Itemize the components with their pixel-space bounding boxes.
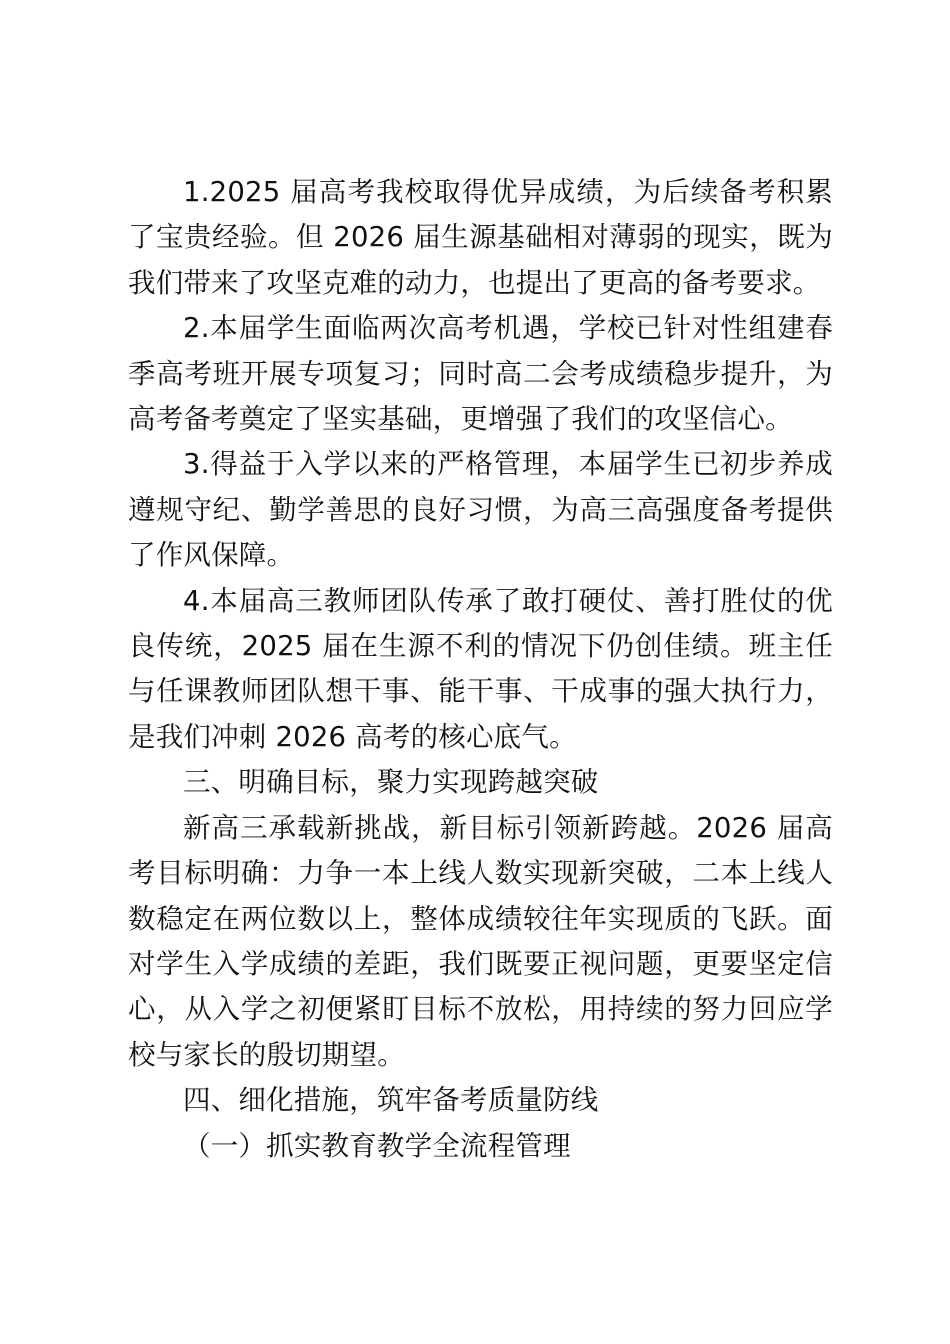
section-heading-measures: 四、细化措施，筑牢备考质量防线	[183, 1084, 599, 1117]
section-heading-goals: 三、明确目标，聚力实现跨越突破	[183, 766, 599, 799]
paragraph-goals: 新高三承载新挑战，新目标引领新跨越。2026 届高考目标明确：力争一本上线人数实现新突破，二本上线人数稳定在两位数以上，整体成绩较往年实现质的飞跃。面对学生入学成绩的差距，我们既要正视问题，更要坚定信心，从入学之初便紧盯目标不放松，用持续的努力回应学校与家长的殷切期望。	[128, 811, 833, 1071]
paragraph-strength-3: 3.得益于入学以来的严格管理，本届学生已初步养成遵规守纪、勤学善思的良好习惯，为高三高强度备考提供了作风保障。	[128, 448, 833, 572]
paragraph-strength-4: 4.本届高三教师团队传承了敢打硬仗、善打胜仗的优良传统，2025 届在生源不利的情况下仍创佳绩。班主任与任课教师团队想干事、能干事、干成事的强大执行力，是我们冲刺 2026 高考的核心底气。	[128, 584, 833, 753]
document-body	[128, 170, 833, 1169]
paragraph-strength-1: 1.2025 届高考我校取得优异成绩，为后续备考积累了宝贵经验。但 2026 届生源基础相对薄弱的现实，既为我们带来了攻坚克难的动力，也提出了更高的备考要求。	[128, 176, 833, 299]
subsection-heading-management: （一）抓实教育教学全流程管理	[183, 1129, 571, 1162]
paragraph-strength-2: 2.本届学生面临两次高考机遇，学校已针对性组建春季高考班开展专项复习；同时高二会考成绩稳步提升，为高考备考奠定了坚实基础，更增强了我们的攻坚信心。	[128, 312, 833, 436]
